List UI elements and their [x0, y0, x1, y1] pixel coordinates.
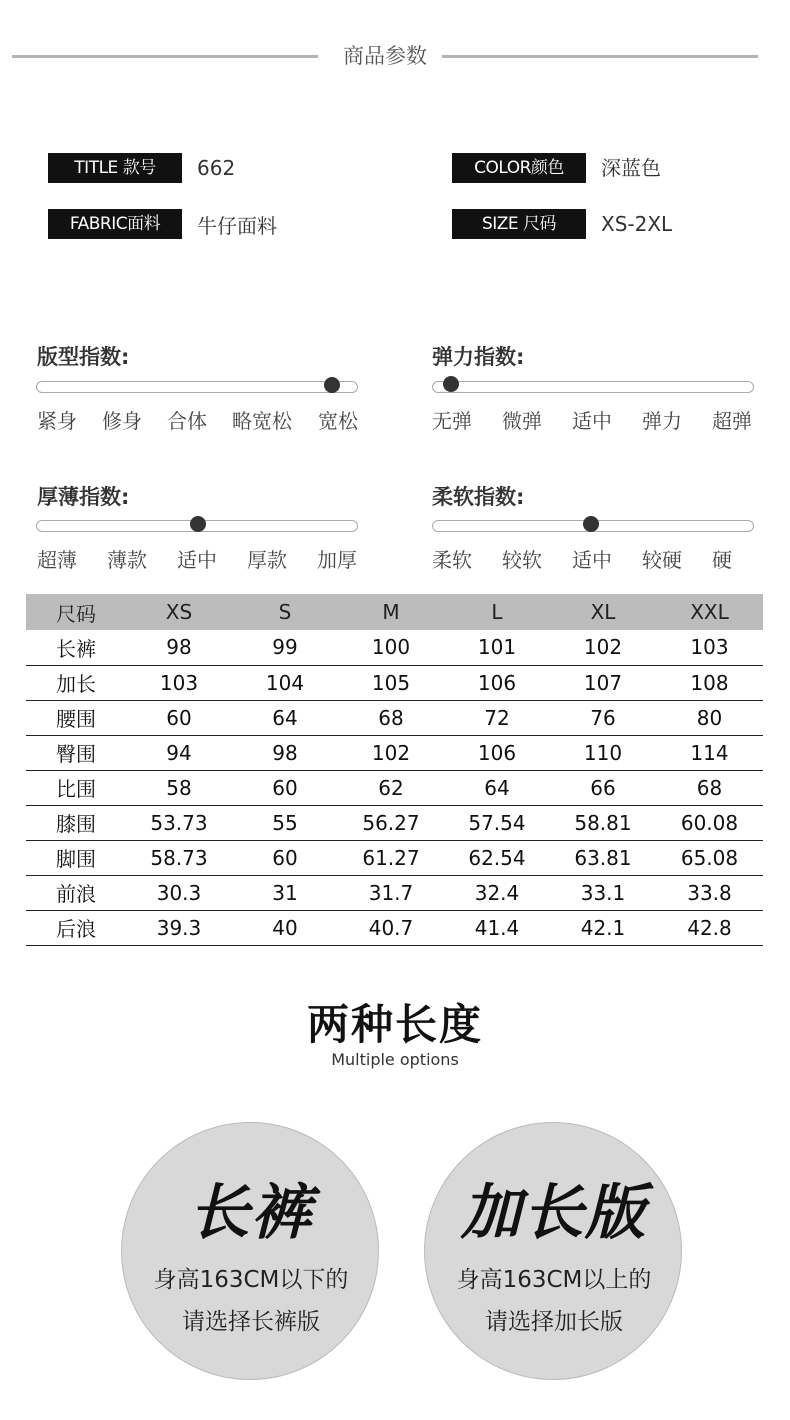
- measurement-cell: 102: [550, 630, 656, 665]
- fit-index-title: 版型指数:: [37, 345, 130, 369]
- option-desc-line1: 身高163CM以下的: [153, 1267, 349, 1293]
- table-row: [26, 735, 763, 770]
- measurement-cell: 57.54: [444, 805, 550, 840]
- softness-option: 柔软: [432, 548, 472, 572]
- thickness-index-knob: [190, 516, 206, 532]
- softness-option: 较软: [502, 548, 542, 572]
- softness-option: 较硬: [642, 548, 682, 572]
- measurement-cell: 42.1: [550, 910, 656, 945]
- table-row: [26, 665, 763, 700]
- row-label-cell: 膝围: [26, 805, 126, 840]
- fit-option: 紧身: [37, 409, 77, 433]
- table-row: [26, 840, 763, 875]
- row-label-cell: 后浪: [26, 910, 126, 945]
- measurement-cell: 33.8: [656, 875, 763, 910]
- softness-option: 适中: [572, 548, 612, 572]
- size-table: [26, 594, 763, 946]
- measurement-cell: 64: [232, 700, 338, 735]
- thickness-option: 厚款: [247, 548, 287, 572]
- measurement-cell: 103: [126, 665, 232, 700]
- color-value: 深蓝色: [601, 156, 661, 180]
- thickness-option: 超薄: [37, 548, 77, 572]
- table-row: [26, 770, 763, 805]
- table-header-cell: L: [444, 594, 550, 630]
- table-header-row: [26, 594, 763, 630]
- measurement-cell: 94: [126, 735, 232, 770]
- elastic-index-title: 弹力指数:: [432, 345, 525, 369]
- measurement-cell: 53.73: [126, 805, 232, 840]
- table-header-cell: XXL: [656, 594, 763, 630]
- softness-option: 硬: [712, 548, 732, 572]
- row-label-cell: 长裤: [26, 630, 126, 665]
- measurement-cell: 31.7: [338, 875, 444, 910]
- measurement-cell: 65.08: [656, 840, 763, 875]
- title-label: TITLE 款号: [48, 153, 182, 183]
- measurement-cell: 55: [232, 805, 338, 840]
- option-desc-line2: 请选择长裤版: [182, 1309, 320, 1335]
- measurement-cell: 66: [550, 770, 656, 805]
- title-value: 662: [197, 156, 236, 180]
- measurement-cell: 107: [550, 665, 656, 700]
- elastic-option: 适中: [572, 409, 612, 433]
- elastic-index-knob: [443, 376, 459, 392]
- measurement-cell: 56.27: [338, 805, 444, 840]
- measurement-cell: 99: [232, 630, 338, 665]
- measurement-cell: 104: [232, 665, 338, 700]
- measurement-cell: 40.7: [338, 910, 444, 945]
- measurement-cell: 76: [550, 700, 656, 735]
- measurement-cell: 42.8: [656, 910, 763, 945]
- option-circle-regular: [121, 1122, 379, 1380]
- measurement-cell: 40: [232, 910, 338, 945]
- row-label-cell: 腰围: [26, 700, 126, 735]
- measurement-cell: 41.4: [444, 910, 550, 945]
- table-row: [26, 630, 763, 665]
- thickness-option: 薄款: [107, 548, 147, 572]
- elastic-option: 微弹: [502, 409, 542, 433]
- elastic-index-track: [432, 381, 754, 393]
- elastic-option: 超弹: [712, 409, 752, 433]
- section-title-params: 商品参数: [343, 44, 427, 68]
- table-row: [26, 700, 763, 735]
- elastic-option: 无弹: [432, 409, 472, 433]
- table-row: [26, 910, 763, 945]
- header-line-right: [442, 55, 758, 58]
- fit-option: 合体: [167, 409, 207, 433]
- measurement-cell: 98: [232, 735, 338, 770]
- option-name: 长裤: [189, 1178, 313, 1248]
- measurement-cell: 30.3: [126, 875, 232, 910]
- fit-option: 略宽松: [232, 409, 292, 433]
- table-header-cell: XL: [550, 594, 656, 630]
- measurement-cell: 31: [232, 875, 338, 910]
- fit-option: 修身: [102, 409, 142, 433]
- measurement-cell: 105: [338, 665, 444, 700]
- fit-option: 宽松: [318, 409, 358, 433]
- measurement-cell: 68: [338, 700, 444, 735]
- softness-index-title: 柔软指数:: [432, 485, 525, 509]
- measurement-cell: 103: [656, 630, 763, 665]
- measurement-cell: 60.08: [656, 805, 763, 840]
- row-label-cell: 前浪: [26, 875, 126, 910]
- measurement-cell: 60: [232, 840, 338, 875]
- measurement-cell: 100: [338, 630, 444, 665]
- fabric-label: FABRIC面料: [48, 209, 182, 239]
- measurement-cell: 80: [656, 700, 763, 735]
- measurement-cell: 98: [126, 630, 232, 665]
- option-circle-long: [424, 1122, 682, 1380]
- lengths-title: 两种长度: [306, 1000, 483, 1049]
- measurement-cell: 68: [656, 770, 763, 805]
- measurement-cell: 60: [126, 700, 232, 735]
- table-header-cell: 尺码: [26, 594, 126, 630]
- measurement-cell: 64: [444, 770, 550, 805]
- measurement-cell: 72: [444, 700, 550, 735]
- thickness-index-title: 厚薄指数:: [37, 485, 130, 509]
- option-desc-line1: 身高163CM以上的: [456, 1267, 652, 1293]
- measurement-cell: 58: [126, 770, 232, 805]
- measurement-cell: 33.1: [550, 875, 656, 910]
- measurement-cell: 108: [656, 665, 763, 700]
- measurement-cell: 101: [444, 630, 550, 665]
- fit-index-knob: [324, 377, 340, 393]
- measurement-cell: 58.73: [126, 840, 232, 875]
- measurement-cell: 106: [444, 735, 550, 770]
- measurement-cell: 60: [232, 770, 338, 805]
- table-row: [26, 805, 763, 840]
- option-desc-line2: 请选择加长版: [485, 1309, 623, 1335]
- measurement-cell: 58.81: [550, 805, 656, 840]
- row-label-cell: 比围: [26, 770, 126, 805]
- size-value: XS-2XL: [601, 212, 673, 236]
- row-label-cell: 加长: [26, 665, 126, 700]
- thickness-option: 适中: [177, 548, 217, 572]
- fit-index-track: [36, 381, 358, 393]
- elastic-option: 弹力: [642, 409, 682, 433]
- softness-index-knob: [583, 516, 599, 532]
- measurement-cell: 32.4: [444, 875, 550, 910]
- size-label: SIZE 尺码: [452, 209, 586, 239]
- table-row: [26, 875, 763, 910]
- measurement-cell: 110: [550, 735, 656, 770]
- row-label-cell: 臀围: [26, 735, 126, 770]
- thickness-option: 加厚: [317, 548, 357, 572]
- table-header-cell: S: [232, 594, 338, 630]
- measurement-cell: 62: [338, 770, 444, 805]
- measurement-cell: 39.3: [126, 910, 232, 945]
- lengths-subtitle: Multiple options: [331, 1050, 459, 1069]
- table-header-cell: M: [338, 594, 444, 630]
- measurement-cell: 102: [338, 735, 444, 770]
- measurement-cell: 61.27: [338, 840, 444, 875]
- table-header-cell: XS: [126, 594, 232, 630]
- measurement-cell: 63.81: [550, 840, 656, 875]
- measurement-cell: 114: [656, 735, 763, 770]
- option-name: 加长版: [461, 1178, 647, 1248]
- color-label: COLOR颜色: [452, 153, 586, 183]
- fabric-value: 牛仔面料: [197, 214, 277, 238]
- measurement-cell: 62.54: [444, 840, 550, 875]
- row-label-cell: 脚围: [26, 840, 126, 875]
- measurement-cell: 106: [444, 665, 550, 700]
